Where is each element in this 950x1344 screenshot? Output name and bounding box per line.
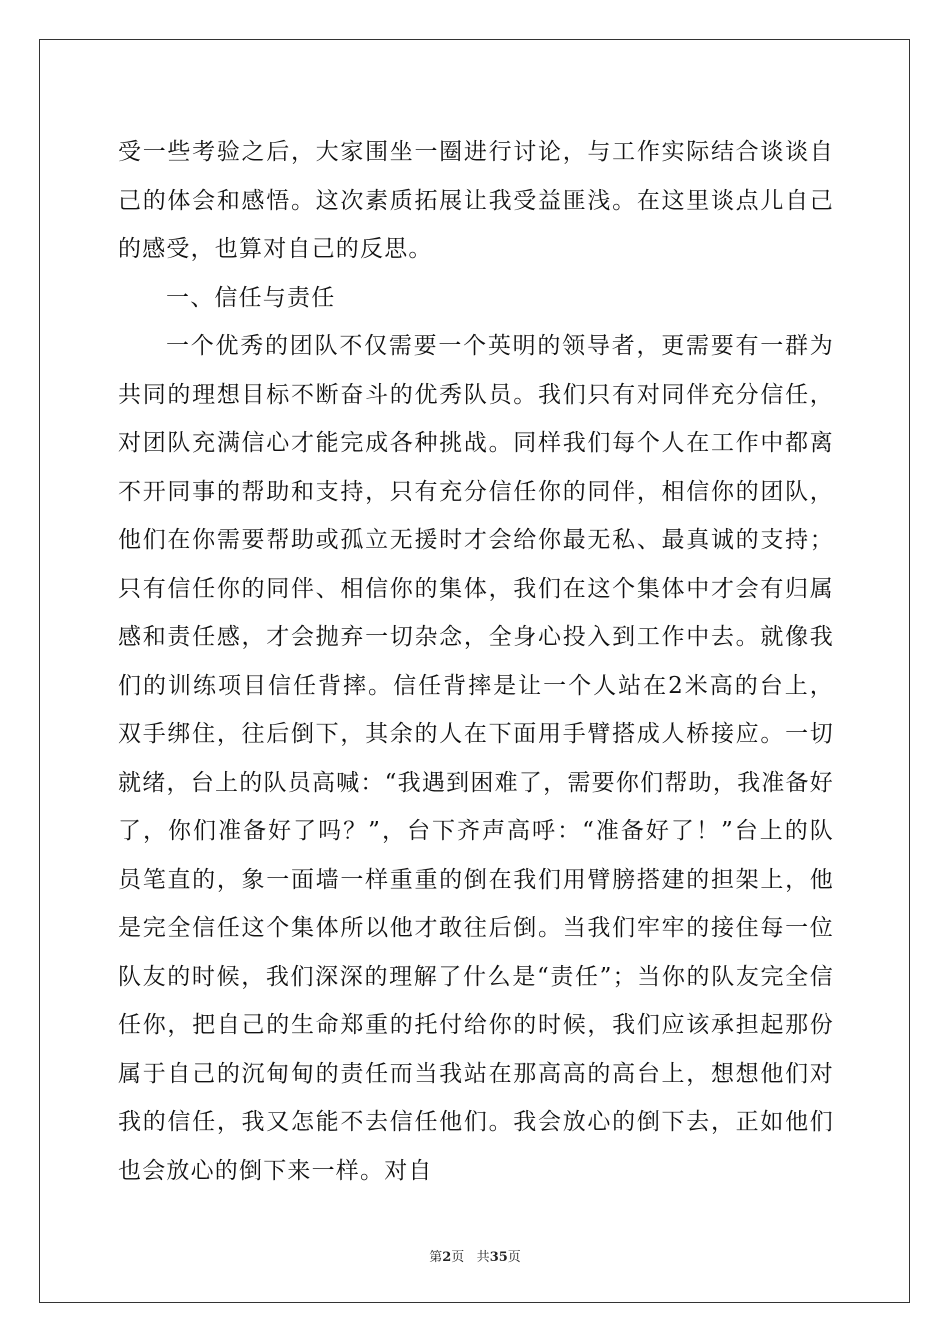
page-prefix: 第: [429, 1250, 443, 1265]
page-suffix: 页: [451, 1250, 465, 1265]
page-number: 2: [442, 1250, 452, 1265]
total-suffix: 页: [507, 1250, 521, 1265]
section-heading-trust-responsibility: 一、信任与责任: [166, 284, 336, 311]
total-prefix: 共: [476, 1250, 490, 1265]
page-footer: [0, 1246, 950, 1265]
total-pages: 35: [489, 1250, 508, 1265]
paragraph-trust-body: 一个优秀的团队不仅需要一个英明的领导者，更需要有一群为共同的理想目标不断奋斗的优秀队员。我们只有对同伴充分信任，对团队充满信心才能完成各种挑战。同样我们每个人在工作中都离不开同事的帮助和支持，只有充分信任你的同伴，相信你的团队，他们在你需要帮助或孤立无援时才会给你最无私、最真诚的支持；只有信任你的同伴、相信你的集体，我们在这个集体中才会有归属感和责任感，才会抛弃一切杂念，全身心投入到工作中去。就像我们的训练项目信任背摔。信任背摔是让一个人站在2米高的台上，双手绑住，往后倒下，其余的人在下面用手臂搭成人桥接应。一切就绪，台上的队员高喊：“我遇到困难了，需要你们帮助，我准备好了，你们准备好了吗？”，台下齐声高呼：“准备好了！”台上的队员笔直的，象一面墙一样重重的倒在我们用臂膀搭建的担架上，他是完全信任这个集体所以他才敢往后倒。当我们牢牢的接住每一位队友的时候，我们深深的理解了什么是“责任”；当你的队友完全信任你，把自己的生命郑重的托付给你的时候，我们应该承担起那份属于自己的沉甸甸的责任而当我站在那高高的高台上，想想他们对我的信任，我又怎能不去信任他们。我会放心的倒下去，正如他们也会放心的倒下来一样。对自: [118, 333, 834, 1184]
document-body: [118, 128, 834, 1195]
paragraph-intro-continuation: 受一些考验之后，大家围坐一圈进行讨论，与工作实际结合谈谈自己的体会和感悟。这次素质拓展让我受益匪浅。在这里谈点儿自己的感受，也算对自己的反思。: [118, 139, 834, 262]
